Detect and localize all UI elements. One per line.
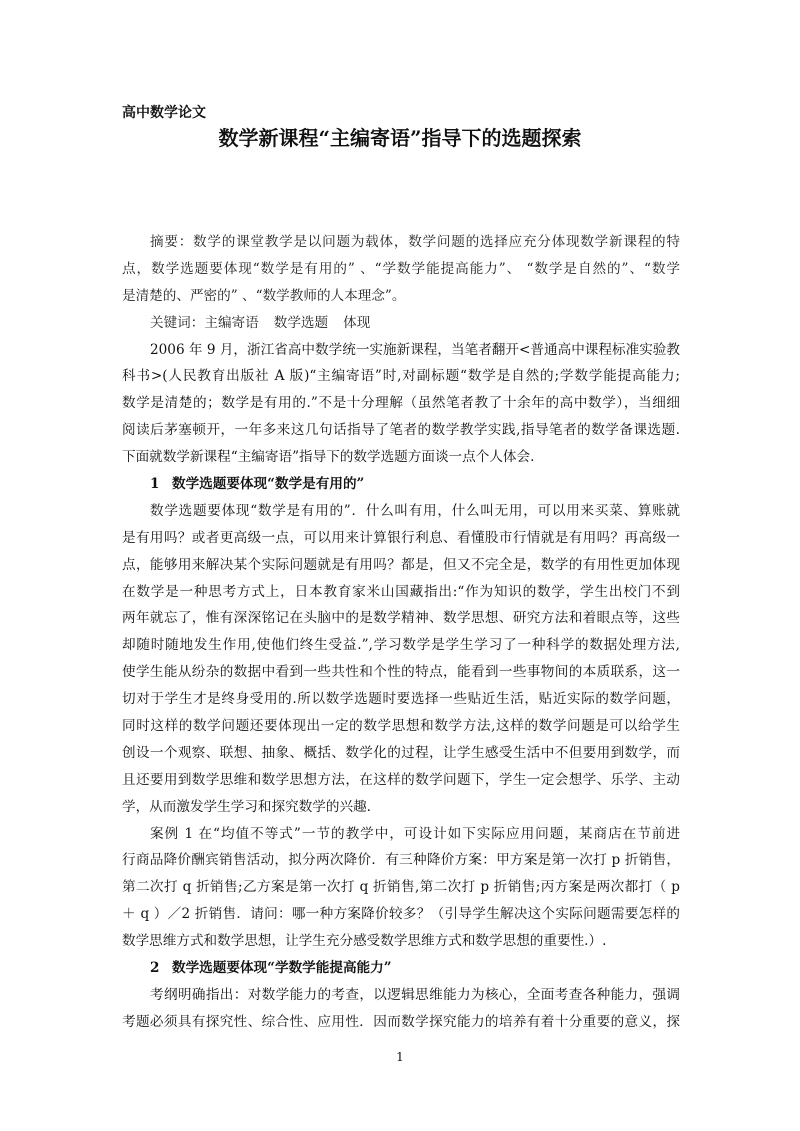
section-1-heading [122, 471, 680, 498]
running-header: 高中数学论文 [122, 105, 206, 121]
section-1-paragraph-line: 却随时随地发生作用,使他们终生受益.”,学习数学是学生学习了一种科学的数据处理方法, [122, 637, 680, 654]
section-number: 1 [150, 476, 160, 493]
section-2-paragraph-line: 考纲明确指出：对数学能力的考查，以逻辑思维能力为核心，全面考查各种能力，强调 [150, 986, 680, 1003]
section-1-paragraph-line: 创设一个观察、联想、抽象、概括、数学化的过程，让学生感受生活中不但要用到数学，而 [122, 744, 680, 761]
keywords [122, 310, 680, 337]
section-title: 数学选题要体现“数学是有用的” [172, 476, 365, 493]
section-1-paragraph-line: 数学选题要体现“数学是有用的”．什么叫有用，什么叫无用，可以用来买菜、算账就 [150, 502, 680, 519]
page-number: 1 [396, 1050, 404, 1064]
section-number: 2 [150, 960, 160, 977]
abstract-line: 摘要：数学的课堂教学是以问题为载体，数学问题的选择应充分体现数学新课程的特 [150, 234, 680, 250]
page-title: 数学新课程“主编寄语”指导下的选题探索 [218, 126, 582, 150]
section-title: 数学选题要体现“学数学能提高能力” [172, 960, 392, 977]
keyword: 主编寄语 [204, 314, 259, 331]
section-1-paragraph-line: 使学生能从纷杂的数据中看到一些共性和个性的特点，能看到一些事物间的本质联系，这一 [122, 664, 680, 681]
case-1-paragraph-line: ＋ q ）／2 折销售．请问：哪一种方案降价较多？（引导学生解决这个实际问题需要怎样的 [122, 906, 680, 923]
abstract [122, 229, 680, 310]
intro-paragraph-line: 科书>(人民教育出版社 A 版)“主编寄语”时,对副标题“数学是自然的;学数学能提高能力; [122, 368, 680, 385]
intro-paragraph-line: 数学是清楚的；数学是有用的.”不是十分理解（虽然笔者教了十余年的高中数学），当细细 [122, 395, 680, 412]
section-1-paragraph-line: 两年就忘了，惟有深深铭记在头脑中的是数学精神、数学思想、研究方法和着眼点等，这些 [122, 610, 680, 627]
abstract-line: 是清楚的、严密的” 、“数学教师的人本理念”。 [122, 287, 406, 304]
section-1-paragraph-line: 在数学是一种思考方式上，日本教育家米山国藏指出:“作为知识的数学，学生出校门不到 [122, 583, 680, 600]
intro-paragraph-line: 2006 年 9 月，浙江省高中数学统一实施新课程，当笔者翻开<普通高中课程标准实验教 [150, 341, 680, 358]
keyword: 体现 [343, 314, 371, 331]
intro-paragraph-line: 下面就数学新课程“主编寄语”指导下的数学选题方面谈一点个人体会. [122, 449, 535, 466]
intro-paragraph [122, 337, 680, 471]
case-1-paragraph [122, 821, 680, 955]
case-1-paragraph-line: 案例 1 在“均值不等式”一节的教学中，可设计如下实际应用问题，某商店在节前进 [150, 825, 680, 842]
section-1-paragraph [122, 498, 680, 821]
section-1-paragraph-line: 学，从而激发学生学习和探究数学的兴趣. [122, 798, 372, 815]
case-1-paragraph-line: 行商品降价酬宾销售活动，拟分两次降价．有三种降价方案：甲方案是第一次打 p 折销售， [122, 852, 680, 869]
section-1-paragraph-line: 点，能够用来解决某个实际问题就是有用吗？都是，但又不完全是，数学的有用性更加体现 [122, 556, 680, 573]
keyword: 数学选题 [273, 314, 329, 331]
section-1-paragraph-line: 且还要用到数学思维和数学思想方法，在这样的数学问题下，学生一定会想学、乐学、主动 [122, 771, 680, 788]
section-1-paragraph-line: 同时这样的数学问题还要体现出一定的数学思想和数学方法,这样的数学问题是可以给学生 [122, 718, 680, 735]
body-text [122, 229, 680, 1036]
section-1-paragraph-line: 切对于学生才是终身受用的.所以数学选题时要选择一些贴近生活，贴近实际的数学问题， [122, 691, 680, 708]
abstract-line: 点，数学选题要体现“数学是有用的” 、“学数学能提高能力”、 “数学是自然的”、“数学 [122, 260, 680, 277]
section-1-paragraph-line: 是有用吗？或者更高级一点，可以用来计算银行利息、看懂股市行情就是有用吗？再高级一 [122, 529, 680, 546]
section-2-paragraph-line: 考题必须具有探究性、综合性、应用性．因而数学探究能力的培养有着十分重要的意义，探 [122, 1013, 680, 1030]
intro-paragraph-line: 阅读后茅塞顿开，一年多来这几句话指导了笔者的数学教学实践,指导笔者的数学备课选题. [122, 422, 680, 439]
section-2-heading [122, 955, 680, 982]
keywords-label: 关键词： [150, 314, 205, 331]
case-1-paragraph-line: 第二次打 q 折销售;乙方案是第一次打 q 折销售,第二次打 p 折销售;丙方案是两次都打（ p [122, 879, 680, 896]
case-1-paragraph-line: 数学思维方式和数学思想，让学生充分感受数学思维方式和数学思想的重要性.）. [122, 933, 607, 950]
section-2-paragraph [122, 982, 680, 1036]
